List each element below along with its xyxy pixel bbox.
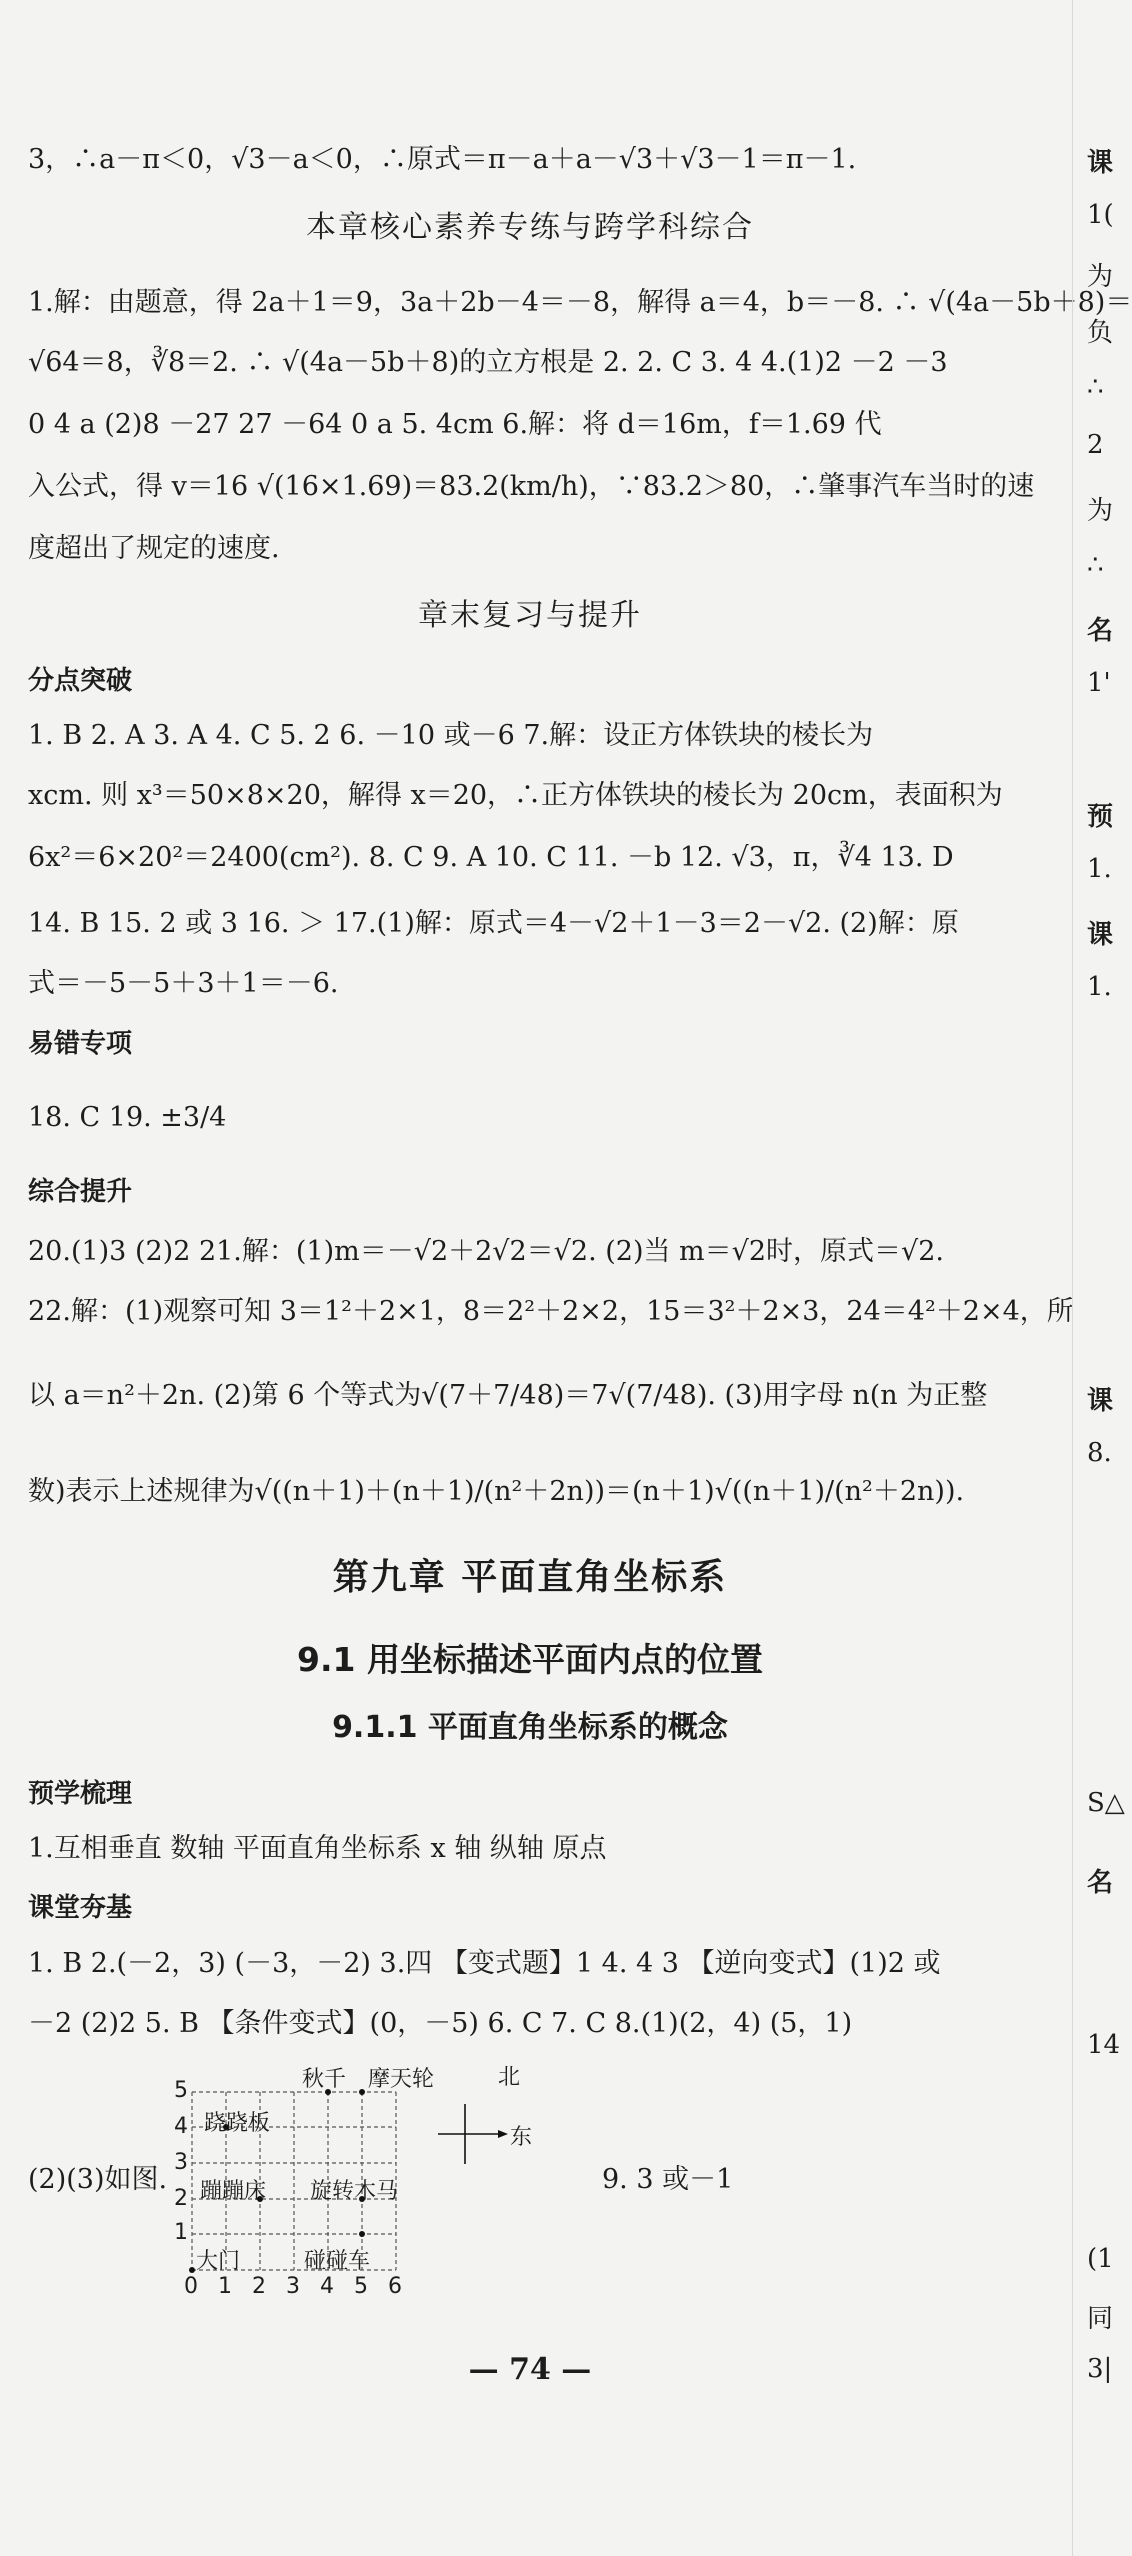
answer-line: 1. B 2. A 3. A 4. C 5. 2 6. －10 或－6 7.解：设正方体铁块的棱长为 [28,720,874,751]
y-tick: 3 [174,2150,188,2175]
subheading-ketang: 课堂夯基 [28,1893,133,1923]
x-tick: 5 [354,2274,368,2299]
adjacent-page-column [1072,0,1125,2556]
right-col-text: 名 [1087,1868,1114,1898]
right-col-text: 课 [1087,920,1114,950]
x-tick: 2 [252,2274,266,2299]
x-tick: 4 [320,2274,334,2299]
label-bengbengchuang: 蹦蹦床 [200,2179,267,2204]
page-number: — 74 — [468,2352,592,2387]
y-tick: 5 [174,2078,188,2103]
answer-line: 3，∴a－π＜0，√3－a＜0，∴原式＝π－a＋a－√3＋√3－1＝π－1. [28,144,857,175]
answer-line: 18. C 19. ±3/4 [28,1102,227,1133]
answer-line: 数)表示上述规律为√((n＋1)＋(n＋1)/(n²＋2n))＝(n＋1)√((n＋1)/(n²＋2n)). [28,1476,965,1507]
right-col-text: 负 [1087,318,1114,348]
right-col-text: 1. [1087,972,1112,1002]
label-qiaoqiaoban: 跷跷板 [204,2111,271,2136]
x-tick: 6 [388,2274,402,2299]
answer-line: xcm. 则 x³＝50×8×20，解得 x＝20，∴正方体铁块的棱长为 20cm，表面积为 [28,780,1003,811]
answer-line: 9. 3 或－1 [602,2164,734,2195]
right-col-text: 14 [1087,2030,1121,2060]
chapter-title: 第九章 平面直角坐标系 [332,1557,728,1598]
x-tick: 1 [218,2274,232,2299]
answer-line: －2 (2)2 5. B 【条件变式】(0，－5) 6. C 7. C 8.(1)(2，4) (5，1) [28,2008,853,2039]
subheading-zonghe: 综合提升 [28,1177,133,1207]
right-col-text: ∴ [1087,550,1104,580]
right-col-text: 为 [1087,262,1114,292]
answer-line: 1.互相垂直 数轴 平面直角坐标系 x 轴 纵轴 原点 [28,1833,607,1864]
answer-line: 1. B 2.(－2，3) (－3，－2) 3.四 【变式题】1 4. 4 3 【逆向变式】(1)2 或 [28,1948,941,1979]
label-motianlun: 摩天轮 [368,2067,435,2092]
answer-line: 式＝－5－5＋3＋1＝－6. [28,968,339,999]
answer-line: 20.(1)3 (2)2 21.解：(1)m＝－√2＋2√2＝√2. (2)当 m＝√2时，原式＝√2. [28,1236,945,1267]
right-col-text: 2 [1087,430,1104,460]
answer-line: √64＝8，∛8＝2. ∴ √(4a－5b＋8)的立方根是 2. 2. C 3. 4 4.(1)2 －2 －3 [28,347,948,378]
right-col-text: 同 [1087,2304,1114,2334]
right-col-text: 8. [1087,1438,1112,1468]
label-qiuqian: 秋千 [302,2067,347,2092]
section-heading-core: 本章核心素养专练与跨学科综合 [306,210,754,245]
right-col-text: 3| [1087,2354,1113,2384]
section-heading-review: 章末复习与提升 [418,598,642,633]
subheading-yicuo: 易错专项 [28,1029,133,1059]
answer-line: 以 a＝n²＋2n. (2)第 6 个等式为√(7＋7/48)＝7√(7/48). (3)用字母 n(n 为正整 [28,1380,988,1411]
answer-line: 22.解：(1)观察可知 3＝1²＋2×1，8＝2²＋2×2，15＝3²＋2×3，24＝4²＋2×4，所 [28,1296,1074,1327]
right-col-text: 名 [1087,616,1114,646]
right-col-text: 1' [1087,668,1111,698]
x-tick: 0 [184,2274,198,2299]
section-title: 9.1 用坐标描述平面内点的位置 [297,1640,763,1679]
label-xuanzhuanmuma: 旋转木马 [310,2179,399,2204]
answer-line: 0 4 a (2)8 －27 27 －64 0 a 5. 4cm 6.解：将 d＝16m，f＝1.69 代 [28,409,882,440]
answer-line: 入公式，得 v＝16 √(16×1.69)＝83.2(km/h)，∵83.2＞80，∴肇事汽车当时的速 [28,471,1035,502]
label-north: 北 [498,2065,521,2090]
right-col-text: ∴ [1087,372,1104,402]
subsection-title: 9.1.1 平面直角坐标系的概念 [332,1710,728,1745]
y-tick: 1 [174,2220,188,2245]
right-col-text: 1. [1087,854,1112,884]
label-pengpengche: 碰碰车 [304,2249,371,2274]
answer-line: 度超出了规定的速度. [28,533,280,564]
y-tick: 2 [174,2186,188,2211]
right-col-text: S△ [1087,1788,1125,1818]
subheading-yuxue: 预学梳理 [28,1779,133,1809]
right-col-text: 预 [1087,802,1114,832]
right-col-text: 课 [1087,148,1114,178]
x-tick: 3 [286,2274,300,2299]
subheading-fendian: 分点突破 [28,666,133,696]
right-col-text: 课 [1087,1386,1114,1416]
right-col-text: 1( [1087,200,1114,230]
right-col-text: 为 [1087,496,1114,526]
answer-line: 14. B 15. 2 或 3 16. ＞ 17.(1)解：原式＝4－√2＋1－3＝2－√2. (2)解：原 [28,908,959,939]
answer-line: 1.解：由题意，得 2a＋1＝9，3a＋2b－4＝－8，解得 a＝4，b＝－8. ∴ √(4a－5b＋8)＝ [28,287,1132,318]
grid-labels [174,2060,600,2300]
answer-line: 6x²＝6×20²＝2400(cm²). 8. C 9. A 10. C 11. －b 12. √3，π，∛4 13. D [28,842,954,873]
y-tick: 4 [174,2114,188,2139]
label-east: 东 [510,2125,533,2150]
label-damen: 大门 [196,2249,241,2274]
right-col-text: (1 [1087,2244,1114,2274]
answer-line: (2)(3)如图. [28,2164,168,2195]
